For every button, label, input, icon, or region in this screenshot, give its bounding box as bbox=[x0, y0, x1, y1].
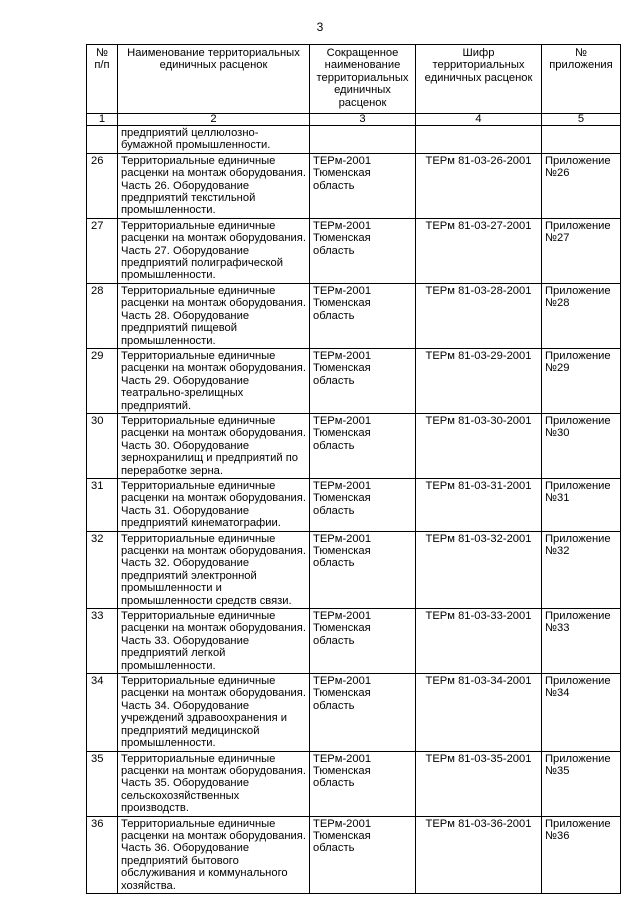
row-number: 28 bbox=[87, 283, 118, 348]
row-appendix: Приложение №27 bbox=[542, 218, 621, 283]
table-row bbox=[87, 609, 621, 674]
row-appendix: Приложение №28 bbox=[542, 283, 621, 348]
header-appendix: № приложения bbox=[542, 45, 621, 114]
row-number: 36 bbox=[87, 816, 118, 893]
row-short-name: ТЕРм-2001 Тюменская область bbox=[310, 218, 416, 283]
row-code: ТЕРм 81-03-28-2001 bbox=[416, 283, 542, 348]
row-short-name: ТЕРм-2001 Тюменская область bbox=[310, 609, 416, 674]
row-appendix: Приложение №31 bbox=[542, 478, 621, 531]
table-row bbox=[87, 218, 621, 283]
header-number: № п/п bbox=[87, 45, 118, 114]
row-code: ТЕРм 81-03-34-2001 bbox=[416, 674, 542, 751]
row-name: Территориальные единичные расценки на монтаж оборудования. Часть 30. Оборудование зернохранилищ и предприятий по переработке зерна. bbox=[118, 413, 310, 478]
row-name: Территориальные единичные расценки на монтаж оборудования. Часть 35. Оборудование сельскохозяйственных производств. bbox=[118, 751, 310, 816]
row-name: Территориальные единичные расценки на монтаж оборудования. Часть 31. Оборудование предприятий кинематографии. bbox=[118, 478, 310, 531]
row-short-name bbox=[310, 126, 416, 154]
header-row bbox=[87, 45, 621, 114]
row-appendix: Приложение №33 bbox=[542, 609, 621, 674]
row-appendix: Приложение №34 bbox=[542, 674, 621, 751]
row-name: Территориальные единичные расценки на монтаж оборудования. Часть 33. Оборудование предприятий легкой промышленности. bbox=[118, 609, 310, 674]
row-number: 26 bbox=[87, 153, 118, 218]
row-name: Территориальные единичные расценки на монтаж оборудования. Часть 32. Оборудование предприятий электронной промышленности и промышленности средств связи. bbox=[118, 531, 310, 608]
table-row bbox=[87, 816, 621, 893]
row-name: Территориальные единичные расценки на монтаж оборудования. Часть 36. Оборудование предприятий бытового обслуживания и коммунального хозяйства. bbox=[118, 816, 310, 893]
column-number: 4 bbox=[416, 114, 542, 126]
row-short-name: ТЕРм-2001 Тюменская область bbox=[310, 478, 416, 531]
header-short-name: Сокращенное наименование территориальных единичных расценок bbox=[310, 45, 416, 114]
row-short-name: ТЕРм-2001 Тюменская область bbox=[310, 816, 416, 893]
rates-table bbox=[86, 44, 621, 894]
table-row bbox=[87, 283, 621, 348]
row-name: Территориальные единичные расценки на монтаж оборудования. Часть 34. Оборудование учреждений здравоохранения и предприятий медицинской промышленности. bbox=[118, 674, 310, 751]
row-number: 27 bbox=[87, 218, 118, 283]
column-number: 1 bbox=[87, 114, 118, 126]
row-short-name: ТЕРм-2001 Тюменская область bbox=[310, 531, 416, 608]
row-code: ТЕРм 81-03-36-2001 bbox=[416, 816, 542, 893]
column-number: 3 bbox=[310, 114, 416, 126]
column-number: 5 bbox=[542, 114, 621, 126]
row-name: Территориальные единичные расценки на монтаж оборудования. Часть 28. Оборудование предприятий пищевой промышленности. bbox=[118, 283, 310, 348]
table-row bbox=[87, 348, 621, 413]
row-code: ТЕРм 81-03-32-2001 bbox=[416, 531, 542, 608]
row-number: 35 bbox=[87, 751, 118, 816]
table-row bbox=[87, 674, 621, 751]
row-name: Территориальные единичные расценки на монтаж оборудования. Часть 29. Оборудование театрально-зрелищных предприятий. bbox=[118, 348, 310, 413]
row-number: 34 bbox=[87, 674, 118, 751]
row-appendix bbox=[542, 126, 621, 154]
row-number: 30 bbox=[87, 413, 118, 478]
column-number: 2 bbox=[118, 114, 310, 126]
row-code bbox=[416, 126, 542, 154]
row-code: ТЕРм 81-03-30-2001 bbox=[416, 413, 542, 478]
page-number: 3 bbox=[316, 20, 324, 34]
row-short-name: ТЕРм-2001 Тюменская область bbox=[310, 348, 416, 413]
table-row bbox=[87, 478, 621, 531]
row-number: 33 bbox=[87, 609, 118, 674]
row-short-name: ТЕРм-2001 Тюменская область bbox=[310, 283, 416, 348]
row-code: ТЕРм 81-03-27-2001 bbox=[416, 218, 542, 283]
table-row bbox=[87, 531, 621, 608]
row-appendix: Приложение №26 bbox=[542, 153, 621, 218]
table-body bbox=[87, 114, 621, 894]
row-appendix: Приложение №29 bbox=[542, 348, 621, 413]
header-code: Шифр территориальных единичных расценок bbox=[416, 45, 542, 114]
table-row bbox=[87, 751, 621, 816]
row-number: 29 bbox=[87, 348, 118, 413]
row-short-name: ТЕРм-2001 Тюменская область bbox=[310, 674, 416, 751]
row-code: ТЕРм 81-03-33-2001 bbox=[416, 609, 542, 674]
row-code: ТЕРм 81-03-26-2001 bbox=[416, 153, 542, 218]
row-name: предприятий целлюлозно- бумажной промышленности. bbox=[118, 126, 310, 154]
row-number: 32 bbox=[87, 531, 118, 608]
row-name: Территориальные единичные расценки на монтаж оборудования. Часть 27. Оборудование предприятий полиграфической промышленности. bbox=[118, 218, 310, 283]
row-number bbox=[87, 126, 118, 154]
column-number-row bbox=[87, 114, 621, 126]
row-appendix: Приложение №36 bbox=[542, 816, 621, 893]
row-appendix: Приложение №32 bbox=[542, 531, 621, 608]
row-short-name: ТЕРм-2001 Тюменская область bbox=[310, 751, 416, 816]
row-short-name: ТЕРм-2001 Тюменская область bbox=[310, 413, 416, 478]
row-name: Территориальные единичные расценки на монтаж оборудования. Часть 26. Оборудование предприятий текстильной промышленности. bbox=[118, 153, 310, 218]
row-appendix: Приложение №30 bbox=[542, 413, 621, 478]
row-short-name: ТЕРм-2001 Тюменская область bbox=[310, 153, 416, 218]
row-code: ТЕРм 81-03-31-2001 bbox=[416, 478, 542, 531]
row-appendix: Приложение №35 bbox=[542, 751, 621, 816]
continuation-row bbox=[87, 126, 621, 154]
table-row bbox=[87, 413, 621, 478]
row-number: 31 bbox=[87, 478, 118, 531]
header-name: Наименование территориальных единичных расценок bbox=[118, 45, 310, 114]
row-code: ТЕРм 81-03-35-2001 bbox=[416, 751, 542, 816]
table-row bbox=[87, 153, 621, 218]
row-code: ТЕРм 81-03-29-2001 bbox=[416, 348, 542, 413]
